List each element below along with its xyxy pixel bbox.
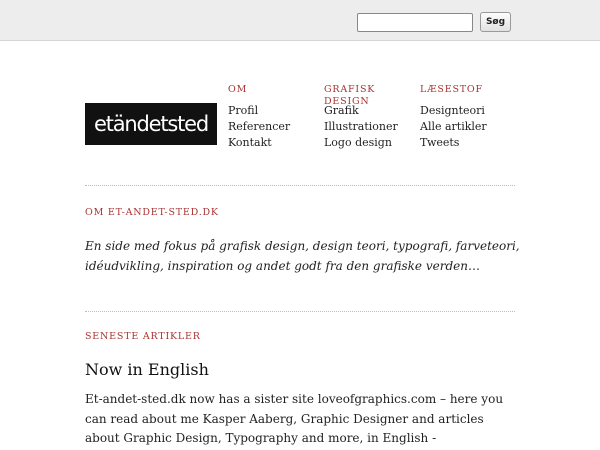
divider bbox=[85, 185, 515, 186]
divider bbox=[85, 311, 515, 312]
article-excerpt: Et-andet-sted.dk now has a sister site loveofgraphics.com – here you can read about me Kasper Aaberg, Graphic Designer and articles about Graphic Design, Typography and more, in English - bbox=[85, 392, 504, 445]
nav-heading-laesestof: LÆSESTOF bbox=[420, 84, 483, 95]
nav-link-illustrationer[interactable]: Illustrationer bbox=[324, 120, 398, 133]
top-bar bbox=[0, 0, 600, 41]
latest-articles-label: SENESTE ARTIKLER bbox=[85, 331, 201, 342]
nav-column-grafisk-design bbox=[324, 84, 398, 151]
nav-link-designteori[interactable]: Designteori bbox=[420, 104, 485, 117]
nav-link-alle-artikler[interactable]: Alle artikler bbox=[420, 120, 487, 133]
nav-column-om bbox=[228, 84, 290, 151]
nav-heading-om: OM bbox=[228, 84, 248, 95]
search-input[interactable] bbox=[357, 13, 473, 32]
nav-link-referencer[interactable]: Referencer bbox=[228, 120, 291, 133]
site-logo[interactable]: etändetsted bbox=[85, 103, 217, 145]
nav-link-kontakt[interactable]: Kontakt bbox=[228, 136, 272, 149]
about-intro-text: En side med fokus på grafisk design, design teori, typografi, farveteori, idéudvikling, inspiration og andet godt fra den grafiske verden… bbox=[85, 239, 520, 273]
nav-column-laesestof bbox=[420, 84, 487, 151]
nav-link-profil[interactable]: Profil bbox=[228, 104, 259, 117]
nav-link-tweets[interactable]: Tweets bbox=[420, 136, 460, 149]
search-button[interactable]: Søg bbox=[480, 12, 511, 32]
nav-link-logo-design[interactable]: Logo design bbox=[324, 136, 392, 149]
article-title-link[interactable]: Now in English bbox=[85, 360, 209, 379]
nav-heading-grafisk-design: GRAFISK DESIGN bbox=[324, 84, 376, 107]
about-section-label: OM ET-ANDET-STED.DK bbox=[85, 207, 219, 218]
nav-link-grafik[interactable]: Grafik bbox=[324, 104, 359, 117]
